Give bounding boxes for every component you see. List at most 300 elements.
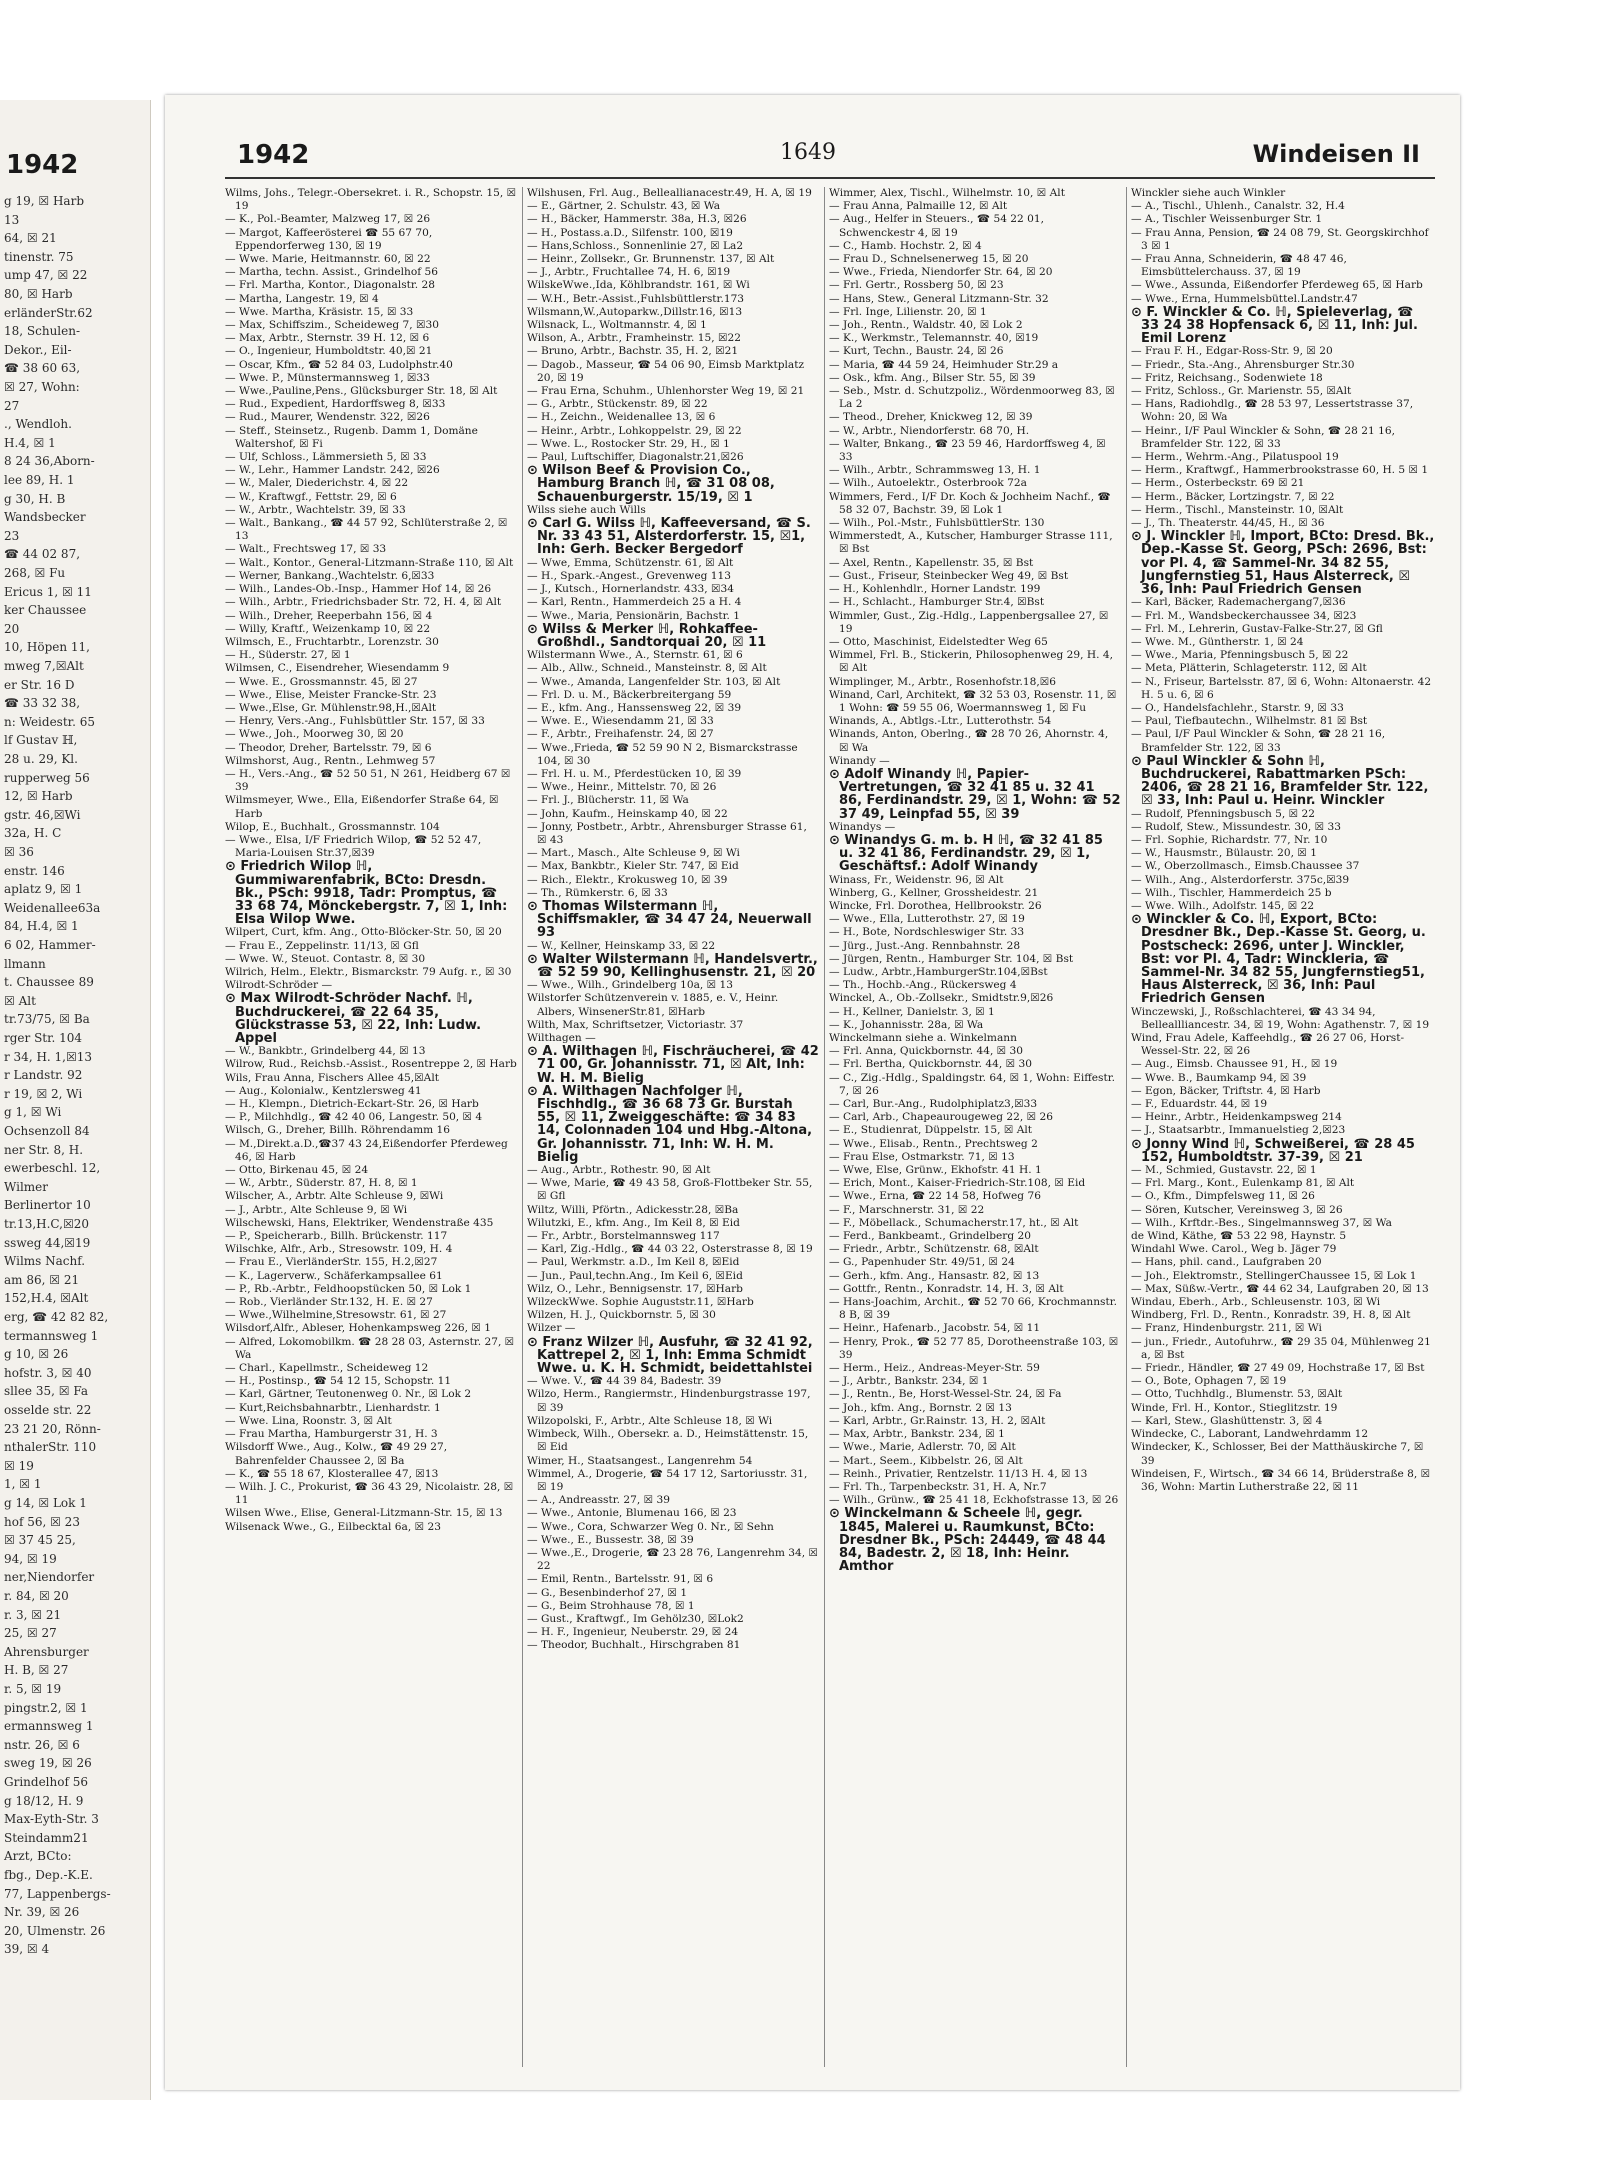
directory-entry: — Frl. Martha, Kontor., Diagonalstr. 28 — [225, 279, 436, 292]
directory-entry: — Frau E., VierländerStr. 155, H.2,☒27 — [225, 1256, 438, 1269]
left-page-fragment: gstr. 46,☒Wi — [4, 807, 81, 822]
directory-entry: — Alfred, Lokomobilkm. ☎ 28 28 03, Asternstr. 27, ☒ Wa — [225, 1335, 515, 1361]
directory-entry: — Wwe., Cora, Schwarzer Weg 0. Nr., ☒ Sehn — [527, 1520, 774, 1533]
directory-entry: — Frl. M., Wandsbeckerchaussee 34, ☒23 — [1131, 609, 1357, 622]
directory-entry: — Karl, Gärtner, Teutonenweg 0. Nr., ☒ Lok 2 — [225, 1388, 472, 1401]
directory-entry: Wilmshorst, Aug., Rentn., Lehmweg 57 — [225, 754, 436, 767]
directory-entry: Wilpert, Curt, kfm. Ang., Otto-Blöcker-Str. 50, ☒ 20 — [225, 926, 502, 939]
directory-entry: Winass, Fr., Weidenstr. 96, ☒ Alt — [829, 873, 1004, 886]
left-page-fragment: r Landstr. 92 — [4, 1068, 83, 1083]
directory-entry: Wilzen, H. J., Quickbornstr. 5, ☒ 30 — [527, 1309, 716, 1322]
directory-entry: Wilss siehe auch Wills — [527, 503, 646, 516]
directory-entry: Wilutzki, E., kfm. Ang., Im Keil 8, ☒ Eid — [527, 1216, 740, 1229]
left-page-fragment: g 1, ☒ Wi — [4, 1105, 62, 1120]
left-page-fragment: ☎ 33 32 38, — [4, 696, 81, 711]
directory-entry: — Frl. M., Lehrerin, Gustav-Falke-Str.27, ☒ Gfl — [1131, 622, 1383, 635]
left-page-fragment: 12, ☒ Harb — [4, 789, 73, 804]
left-page-fragment: nstr. 26, ☒ 6 — [4, 1737, 80, 1752]
directory-entry: — W., Arbtr., Wachtelstr. 39, ☒ 33 — [225, 503, 406, 516]
directory-entry: — Wilh., Tischler, Hammerdeich 25 b — [1131, 886, 1332, 899]
directory-entry: — Wilh., Pol.-Mstr., FuhlsbüttlerStr. 130 — [829, 517, 1045, 530]
left-page-fragment: nthalerStr. 110 — [4, 1440, 97, 1455]
directory-entry: — Walt., Frechtsweg 17, ☒ 33 — [225, 543, 387, 556]
directory-entry: — Friedr., Händler, ☎ 27 49 09, Hochstraße 17, ☒ Bst — [1131, 1362, 1425, 1375]
directory-entry: ⊙ Franz Wilzer ℍ, Ausfuhr, ☎ 32 41 92, Kattrepel 2, ☒ 1, Inh: Emma Schmidt Wwe. u. K. H. Schmidt, beidettahlstei — [527, 1334, 813, 1377]
directory-entry: — W.H., Betr.-Assist.,Fuhlsbüttlerstr.173 — [527, 292, 745, 305]
left-page-fragment: 28 u. 29, Kl. — [4, 752, 78, 766]
left-page-fragment: 94, ☒ 19 — [4, 1551, 57, 1566]
directory-entry: — Wwe., Heinr., Mittelstr. 70, ☒ 26 — [527, 781, 717, 794]
directory-entry: — Frl. Sophie, Richardstr. 77, Nr. 10 — [1131, 833, 1328, 846]
directory-entry: — Fr., Arbtr., Borstelmannsweg 117 — [527, 1230, 720, 1243]
directory-entry: — J., Arbtr., Alte Schleuse 9, ☒ Wi — [225, 1203, 408, 1216]
directory-entry: — Frl. Marg., Kont., Eulenkamp 81, ☒ Alt — [1131, 1177, 1355, 1190]
directory-entry: — Werner, Bankang.,Wachtelstr. 6,☒33 — [225, 569, 435, 582]
directory-entry: — H., Süderstr. 27, ☒ 1 — [225, 649, 351, 662]
left-page-fragment: osselde str. 22 — [4, 1403, 92, 1417]
directory-entry: — Mart., Seem., Kibbelstr. 26, ☒ Alt — [829, 1454, 1023, 1467]
directory-entry: — Reinh., Privatier, Rentzelstr. 11/13 H. 4, ☒ 13 — [829, 1467, 1088, 1480]
directory-entry: — Carl, Bur.-Ang., Rudolphiplatz3,☒33 — [829, 1098, 1038, 1111]
directory-entry: — Frau Erna, Schuhm., Uhlenhorster Weg 19, ☒ 21 — [527, 385, 805, 398]
directory-entry: Wilschewski, Hans, Elektriker, Wendenstraße 435 — [225, 1216, 494, 1229]
left-page-fragment: Ahrensburger — [4, 1644, 89, 1659]
left-page-fragment: tr.13,H.C,☒20 — [4, 1217, 90, 1231]
directory-entry: — Th., Hochb.-Ang., Rückersweg 4 — [829, 979, 1017, 992]
directory-entry: — Axel, Rentn., Kapellenstr. 35, ☒ Bst — [829, 556, 1034, 569]
left-page-fragment: 39, ☒ 4 — [4, 1942, 50, 1957]
directory-entry: — Rud., Expedient, Hardorffsweg 8, ☒33 — [225, 398, 446, 411]
directory-entry: — Emil, Rentn., Bartelsstr. 91, ☒ 6 — [527, 1573, 714, 1586]
column-2 — [527, 187, 819, 2077]
page-number: 1649 — [780, 140, 836, 165]
directory-entry: Wilmsch, E., Fruchtarbtr., Lorenzstr. 30 — [225, 635, 439, 648]
column-divider — [522, 187, 523, 2067]
directory-entry: Winde, Frl. H., Kontor., Stieglitzstr. 19 — [1131, 1401, 1338, 1414]
directory-entry: — Wwe., Amanda, Langenfelder Str. 103, ☒ Alt — [527, 675, 781, 688]
left-page-fragment: ker Chaussee — [4, 603, 87, 618]
directory-entry: — Walter, Bnkang., ☎ 23 59 46, Hardorffsweg 4, ☒ 33 — [829, 437, 1106, 464]
directory-entry: — Wwe. L., Rostocker Str. 29, H., ☒ 1 — [527, 437, 730, 450]
directory-entry: — Wilh., Landes-Ob.-Insp., Hammer Hof 14, ☒ 26 — [225, 583, 492, 596]
directory-entry: Wilsenack Wwe., G., Eilbecktal 6a, ☒ 23 — [225, 1520, 441, 1533]
directory-entry: — Friedr., Arbtr., Schützenstr. 68, ☒Alt — [829, 1243, 1039, 1256]
left-page-fragment: ☒ Alt — [4, 993, 36, 1008]
directory-entry: — Wwe. P., Münstermannsweg 1, ☒33 — [225, 371, 430, 384]
directory-entry: — O., Bote, Ophagen 7, ☒ 19 — [1131, 1375, 1287, 1388]
directory-entry: — Herm., Heiz., Andreas-Meyer-Str. 59 — [829, 1362, 1040, 1375]
left-page-fragment: ermannsweg 1 — [4, 1719, 94, 1734]
directory-entry: ⊙ Carl G. Wilss ℍ, Kaffeeversand, ☎ S. Nr. 33 43 51, Alsterdorferstr. 15, ☒1, Inh: Gerh. Becker Bergedorf — [527, 516, 811, 558]
directory-entry: — K., Werkmstr., Telemannstr. 40, ☒19 — [829, 332, 1039, 345]
directory-entry: — E., Gärtner, 2. Schulstr. 43, ☒ Wa — [527, 200, 721, 213]
directory-entry: Wilsmann,W.,Autoparkw.,Dillstr.16, ☒13 — [527, 305, 743, 318]
directory-entry: — Frl. Gertr., Rossberg 50, ☒ 23 — [829, 279, 1004, 292]
directory-entry: Wincke, Frl. Dorothea, Hellbrookstr. 26 — [829, 899, 1042, 912]
left-page-fragment: r 34, H. 1,☒13 — [4, 1049, 93, 1064]
directory-entry: — Wwe, Marie, ☎ 49 43 58, Groß-Flottbeker Str. 55, ☒ Gfl — [527, 1177, 813, 1203]
left-page-fragment: Weidenallee63a — [4, 900, 101, 915]
directory-entry: — H., Kellner, Danielstr. 3, ☒ 1 — [829, 1005, 995, 1018]
directory-entry: ⊙ A. Wilthagen ℍ, Fischräucherei, ☎ 42 71 00, Gr. Johannisstr. 71, ☒ Alt, Inh: W. H. M. Bielig — [527, 1044, 819, 1086]
directory-entry: — Wwe. E., Wiesendamm 21, ☒ 33 — [527, 715, 714, 728]
left-page-fragment: rupperweg 56 — [4, 770, 90, 785]
directory-entry: ⊙ Winckler & Co. ℍ, Export, BCto: Dresdner Bk., Dep.-Kasse St. Georg, u. Postscheck: 2696, unter J. Winckler, Bst: vor Pl. 4, Tadr: Winckleria, ☎ Sammel-Nr. 34 82 55, Jungfernstieg51, Haus Alsterreck, ☒ 36, Inh: Paul Friedrich Gensen — [1131, 912, 1426, 1007]
left-page-fragment: g 19, ☒ Harb — [4, 194, 85, 208]
directory-entry: — Willy, Kraftf., Weizenkamp 10, ☒ 22 — [225, 622, 431, 635]
directory-entry: — Wwe, Emma, Schützenstr. 61, ☒ Alt — [527, 556, 734, 569]
directory-entry: Wiltz, Willi, Pförtn., Adickesstr.28, ☒Ba — [527, 1203, 739, 1216]
directory-entry: — Kurt,Reichsbahnarbtr., Lienhardstr. 1 — [225, 1401, 441, 1414]
directory-entry: Wimer, H., Staatsangest., Langenrehm 54 — [527, 1454, 753, 1467]
directory-entry: — Egon, Bäcker, Triftstr. 4, ☒ Harb — [1131, 1084, 1321, 1097]
directory-entry: — Wwe., Maria, Pensionärin, Bachstr. 1 — [527, 609, 740, 622]
left-page-fragment: enstr. 146 — [4, 863, 65, 878]
directory-entry: Wilschke, Alfr., Arb., Stresowstr. 109, H. 4 — [225, 1243, 453, 1256]
left-page-fragment: 77, Lappenbergs- — [4, 1886, 111, 1901]
directory-entry: — Wilh., Krftdr.-Bes., Singelmannsweg 37, ☒ Wa — [1131, 1216, 1392, 1229]
directory-entry: — Wwe., Joh., Moorweg 30, ☒ 20 — [225, 728, 404, 741]
directory-entry: ⊙ J. Winckler ℍ, Import, BCto: Dresd. Bk., Dep.-Kasse St. Georg, PSch: 2696, Bst: vor Pl. 4, ☎ Sammel-Nr. 34 82 55, Jungfernstieg 51, Haus Alsterreck, ☒ 36, Inh: Paul Friedrich Gensen — [1131, 529, 1435, 598]
left-page-fragment: ner Str. 8, H. — [4, 1142, 84, 1157]
directory-entry: — W., Hausmstr., Bülaustr. 20, ☒ 1 — [1131, 847, 1317, 860]
directory-entry: — Sören, Kutscher, Vereinsweg 3, ☒ 26 — [1131, 1203, 1343, 1216]
directory-entry: — Herm., Bäcker, Lortzingstr. 7, ☒ 22 — [1131, 490, 1335, 503]
left-page-fragment: hof 56, ☒ 23 — [4, 1514, 80, 1529]
directory-entry: Wilsen Wwe., Elise, General-Litzmann-Str. 15, ☒ 13 — [225, 1507, 503, 1520]
left-page-fragment: aplatz 9, ☒ 1 — [4, 882, 83, 897]
directory-entry: Wilson, A., Arbtr., Framheinstr. 15, ☒22 — [527, 332, 741, 345]
directory-entry: — jun., Friedr., Autofuhrw., ☎ 29 35 04, Mühlenweg 21 a, ☒ Bst — [1131, 1335, 1431, 1361]
directory-entry: — Wwe. Wilh., Adolfstr. 145, ☒ 22 — [1131, 899, 1315, 912]
left-page-fragment: Wilmer — [4, 1179, 49, 1194]
directory-entry: — Meta, Plätterin, Schlageterstr. 112, ☒ Alt — [1131, 662, 1367, 675]
left-page-fragment: 268, ☒ Fu — [4, 566, 66, 580]
directory-entry: — Aug., Eimsb. Chaussee 91, H., ☒ 19 — [1131, 1058, 1338, 1071]
directory-entry: — Carl, Arb., Chapeaurougeweg 22, ☒ 26 — [829, 1111, 1053, 1124]
left-page-year: 1942 — [6, 150, 79, 180]
directory-entry: — Joh., Elektromstr., StellingerChaussee 15, ☒ Lok 1 — [1131, 1269, 1417, 1282]
directory-entry: — Heinr., I/F Paul Winckler & Sohn, ☎ 28 21 16, Bramfelder Str. 122, ☒ 33 — [1131, 424, 1395, 450]
left-page-fragment: ☎ 44 02 87, — [4, 547, 81, 562]
directory-entry: — Oscar, Kfm., ☎ 52 84 03, Ludolphstr.40 — [225, 358, 453, 371]
left-page-fragment: 64, ☒ 21 — [4, 231, 57, 246]
left-page-fragment: Ochsenzoll 84 — [4, 1124, 90, 1138]
directory-entry: — Ulf, Schloss., Lämmersieth 5, ☒ 33 — [225, 451, 427, 464]
left-page-fragment: ☒ 27, Wohn: — [4, 380, 80, 394]
directory-page — [165, 95, 1460, 2090]
directory-entry: — Frl. Anna, Quickbornstr. 44, ☒ 30 — [829, 1045, 1024, 1058]
directory-entry: Winandy — — [829, 754, 890, 767]
directory-entry: — M.,Direkt.a.D.,☎37 43 24,Eißendorfer Pferdeweg 46, ☒ Harb — [225, 1137, 508, 1163]
directory-entry: — Wwe., Assunda, Eißendorfer Pferdeweg 65, ☒ Harb — [1131, 279, 1423, 292]
directory-entry: — M., Schmied, Gustavstr. 22, ☒ 1 — [1131, 1164, 1317, 1177]
directory-entry: — Mart., Masch., Alte Schleuse 9, ☒ Wi — [527, 847, 740, 860]
directory-entry: — Rich., Elektr., Krokusweg 10, ☒ 39 — [527, 873, 728, 886]
left-page-fragment: lf Gustav ℍ, — [4, 733, 78, 748]
directory-entry: WilskeWwe.,Ida, Köhlbrandstr. 161, ☒ Wi — [527, 279, 750, 292]
directory-entry: — Wwe.,Frieda, ☎ 52 59 90 N 2, Bismarckstrasse 104, ☒ 30 — [527, 741, 798, 767]
left-page-fragment: 6 02, Hammer- — [4, 938, 96, 952]
directory-entry: Wimplinger, M., Arbtr., Rosenhofstr.18,☒6 — [829, 675, 1056, 688]
directory-entry: Wilsch, G., Dreher, Billh. Röhrendamm 16 — [225, 1124, 451, 1137]
directory-entry: — Paul, Tiefbautechn., Wilhelmstr. 81 ☒ Bst — [1131, 715, 1368, 728]
directory-entry: — Wwe. W., Steuot. Contastr. 8, ☒ 30 — [225, 952, 426, 965]
left-page-fragment: sllee 35, ☒ Fa — [4, 1384, 88, 1399]
directory-entry: — W., Oberzollmasch., Eimsb.Chaussee 37 — [1131, 860, 1360, 873]
left-page-fragment: t. Chaussee 89 — [4, 975, 94, 990]
directory-entry: — J., Rentn., Be, Horst-Wessel-Str. 24, ☒ Fa — [829, 1388, 1062, 1401]
directory-entry: — Wwe.,E., Drogerie, ☎ 23 28 76, Langenrehm 34, ☒ 22 — [527, 1546, 819, 1573]
running-head: Windeisen II — [1252, 140, 1420, 168]
left-page-strip — [0, 100, 151, 2100]
directory-entry: Wilstermann Wwe., A., Sternstr. 61, ☒ 6 — [527, 649, 743, 662]
directory-entry: — H., Bäcker, Hammerstr. 38a, H.3, ☒26 — [527, 213, 747, 226]
left-page-fragment: Arzt, BCto: — [4, 1849, 72, 1864]
directory-entry: — Wwe., Elise, Meister Francke-Str. 23 — [225, 688, 437, 701]
directory-entry: — Rob., Vierländer Str.132, H. E. ☒ 27 — [225, 1296, 433, 1309]
directory-entry: — P., Rb.-Arbtr., Feldhoopstücken 50, ☒ Lok 1 — [225, 1282, 472, 1295]
left-page-fragment: ☒ 37 45 25, — [4, 1533, 76, 1548]
directory-entry: — E., kfm. Ang., Hanssensweg 22, ☒ 39 — [527, 701, 742, 714]
directory-entry: Wilzo, Herm., Rangiermstr., Hindenburgstrasse 197, ☒ 39 — [527, 1388, 811, 1414]
directory-entry: — Heinr., Arbtr., Lohkoppelstr. 29, ☒ 22 — [527, 424, 742, 437]
directory-entry: — Karl, Zig.-Hdlg., ☎ 44 03 22, Osterstrasse 8, ☒ 19 — [527, 1243, 813, 1256]
directory-entry: Wilsdorff Wwe., Aug., Kolw., ☎ 49 29 27, Bahrenfelder Chaussee 2, ☒ Ba — [225, 1441, 448, 1467]
directory-entry: — Wwe., Antonie, Blumenau 166, ☒ 23 — [527, 1507, 737, 1520]
directory-entry: — Frau Martha, Hamburgerstr 31, H. 3 — [225, 1428, 438, 1441]
left-page-fragment: g 30, H. B — [4, 491, 66, 506]
left-page-fragment: ump 47, ☒ 22 — [4, 268, 88, 283]
directory-entry: — Steff., Steinsetz., Rugenb. Damm 1, Domäne Waltershof, ☒ Fi — [225, 424, 478, 450]
directory-entry: — C., Zig.-Hdlg., Spaldingstr. 64, ☒ 1, Wohn: Eiffestr. 7, ☒ 26 — [829, 1071, 1115, 1097]
left-page-fragment: 20, Ulmenstr. 26 — [4, 1923, 106, 1938]
directory-entry: — Wilh., Dreher, Reeperbahn 156, ☒ 4 — [225, 609, 433, 622]
left-page-fragment: pingstr.2, ☒ 1 — [4, 1700, 88, 1715]
directory-entry: — Herm., Kraftwgf., Hammerbrookstrasse 60, H. 5 ☒ 1 — [1131, 464, 1429, 477]
directory-entry: — Frl. Bertha, Quickbornstr. 44, ☒ 30 — [829, 1058, 1032, 1071]
directory-entry: ⊙ Max Wilrodt-Schröder Nachf. ℍ, Buchdruckerei, ☎ 22 64 35, Glückstrasse 53, ☒ 22, Inh: Ludw. Appel — [225, 991, 482, 1046]
directory-entry: — Jürgen, Rentn., Hamburger Str. 104, ☒ Bst — [829, 952, 1074, 965]
left-page-fragment: 23 21 20, Rönn- — [4, 1421, 101, 1436]
directory-entry: ⊙ Wilson Beef & Provision Co., Hamburg Branch ℍ, ☎ 31 08 08, Schauenburgerstr. 15/19, ☒ 1 — [527, 463, 775, 505]
directory-entry: Windecke, C., Laborant, Landwehrdamm 12 — [1131, 1428, 1369, 1441]
left-page-fragment: am 86, ☒ 21 — [4, 1272, 80, 1287]
directory-entry: — J., Arbtr., Fruchtallee 74, H. 6, ☒19 — [527, 266, 731, 279]
directory-entry: — Wwe., Erna, Hummelsbüttel.Landstr.47 — [1131, 292, 1358, 305]
directory-entry: — Otto, Birkenau 45, ☒ 24 — [225, 1164, 369, 1177]
directory-entry: — Wwe. B., Baumkamp 94, ☒ 39 — [1131, 1071, 1307, 1084]
left-page-fragment: 80, ☒ Harb — [4, 287, 73, 301]
directory-entry: Wilth, Max, Schriftsetzer, Victoriastr. 37 — [527, 1018, 744, 1031]
directory-entry: — Frau Anna, Schneiderin, ☎ 48 47 46, Eimsbüttelerchauss. 37, ☒ 19 — [1131, 253, 1347, 279]
directory-entry: — Charl., Kapellmstr., Scheideweg 12 — [225, 1362, 429, 1375]
directory-entry: — E., Studienrat, Düppelstr. 15, ☒ Alt — [829, 1124, 1033, 1137]
directory-entry: — K., ☎ 55 18 67, Klosterallee 47, ☒13 — [225, 1467, 439, 1480]
header-year: 1942 — [237, 140, 310, 170]
directory-entry: — G., Arbtr., Stückenstr. 89, ☒ 22 — [527, 398, 708, 411]
directory-entry: — Karl, Stew., Glashüttenstr. 3, ☒ 4 — [1131, 1414, 1323, 1427]
directory-entry: — H., Schlacht., Hamburger Str.4, ☒Bst — [829, 596, 1045, 609]
directory-entry: — H., Zeichn., Weidenallee 13, ☒ 6 — [527, 411, 716, 424]
directory-entry: — Hans-Joachim, Archit., ☎ 52 70 66, Krochmannstr. 8 B, ☒ 39 — [829, 1296, 1117, 1322]
left-page-fragment: 13 — [4, 212, 20, 227]
directory-entry: — J., Arbtr., Bankstr. 234, ☒ 1 — [829, 1375, 989, 1388]
directory-entry: — Kurt, Techn., Baustr. 24, ☒ 26 — [829, 345, 1004, 358]
directory-entry: Wimmer, Alex, Tischl., Wilhelmstr. 10, ☒ Alt — [829, 187, 1065, 199]
directory-entry: — Gerh., kfm. Ang., Hansastr. 82, ☒ 13 — [829, 1269, 1040, 1282]
left-page-fragment: 23 — [4, 528, 20, 543]
directory-entry: Wilz, O., Lehr., Bennigsenstr. 17, ☒Harb — [527, 1282, 743, 1295]
directory-entry: Winczewski, J., Roßschlachterei, ☎ 43 34 94, Belleallliancestr. 34, ☒ 19, Wohn: Agathenstr. 7, ☒ 19 — [1131, 1005, 1430, 1031]
directory-entry: — Theodor, Buchhalt., Hirschgraben 81 — [527, 1639, 741, 1652]
directory-entry: — Wilh. J. C., Prokurist, ☎ 36 43 29, Nicolaistr. 28, ☒ 11 — [225, 1480, 514, 1507]
left-page-fragment: 152,H.4, ☒Alt — [4, 1291, 89, 1306]
directory-entry: — A., Andreasstr. 27, ☒ 39 — [527, 1494, 670, 1507]
directory-entry: — Otto, Maschinist, Eidelstedter Weg 65 — [829, 635, 1048, 648]
column-divider — [1126, 187, 1127, 2067]
directory-entry: Winckler siehe auch Winkler — [1131, 187, 1286, 199]
left-page-fragment: Wandsbecker — [4, 510, 86, 525]
left-page-fragment: rger Str. 104 — [4, 1031, 83, 1045]
directory-entry: — Wwe. Marie, Heitmannstr. 60, ☒ 22 — [225, 253, 431, 266]
directory-entry: Winckel, A., Ob.-Zollsekr., Smidtstr.9,☒26 — [829, 992, 1054, 1005]
directory-entry: — G., Beim Strohhause 78, ☒ 1 — [527, 1599, 695, 1612]
left-page-fragment: llmann — [4, 956, 46, 971]
directory-entry: — Osk., kfm. Ang., Bilser Str. 55, ☒ 39 — [829, 371, 1036, 384]
directory-entry: — Fritz, Reichsang., Sodenwiete 18 — [1131, 371, 1323, 384]
left-page-fragment: er Str. 16 D — [4, 677, 75, 692]
directory-entry: — Gust., Friseur, Steinbecker Weg 49, ☒ Bst — [829, 569, 1069, 582]
directory-entry: — Wwe., Frieda, Niendorfer Str. 64, ☒ 20 — [829, 266, 1053, 279]
directory-entry: — Frau F. H., Edgar-Ross-Str. 9, ☒ 20 — [1131, 345, 1333, 358]
directory-entry: — G., Papenhuder Str. 49/51, ☒ 24 — [829, 1256, 1015, 1269]
directory-entry: — Margot, Kaffeerösterei ☎ 55 67 70, Eppendorferweg 130, ☒ 19 — [225, 226, 433, 252]
directory-entry: de Wind, Käthe, ☎ 53 22 98, Haynstr. 5 — [1131, 1230, 1347, 1243]
directory-entry: — Frau Anna, Palmaille 12, ☒ Alt — [829, 200, 1008, 213]
left-page-fragment: 32a, H. C — [4, 826, 62, 841]
directory-entry: Wimmler, Gust., Zig.-Hdlg., Lappenbergsallee 27, ☒ 19 — [829, 609, 1109, 635]
directory-entry: — H., Klempn., Dietrich-Eckart-Str. 26, ☒ Harb — [225, 1098, 479, 1111]
directory-entry: Wilmsmeyer, Wwe., Ella, Eißendorfer Straße 64, ☒ Harb — [225, 794, 499, 820]
directory-entry: — O., Ingenieur, Humboldtstr. 40,☒ 21 — [225, 345, 433, 358]
directory-entry: Wils, Frau Anna, Fischers Allee 45,☒Alt — [225, 1071, 439, 1084]
left-page-fragment: 1, ☒ 1 — [4, 1477, 42, 1492]
column-4 — [1131, 187, 1435, 2077]
column-divider — [824, 187, 825, 2067]
left-page-fragment: sweg 19, ☒ 26 — [4, 1756, 92, 1771]
left-page-fragment: tr.73/75, ☒ Ba — [4, 1012, 90, 1027]
directory-entry: — Wwe. M., Güntherstr. 1, ☒ 24 — [1131, 635, 1304, 648]
directory-entry: — W., Arbtr., Süderstr. 87, H. 8, ☒ 1 — [225, 1177, 418, 1190]
directory-entry: Wimmers, Ferd., I/F Dr. Koch & Jochheim Nachf., ☎ 58 32 07, Bachstr. 39, ☒ Lok 1 — [829, 490, 1111, 516]
directory-entry: — K., Pol.-Beamter, Malzweg 17, ☒ 26 — [225, 213, 431, 226]
directory-entry: — Bruno, Arbtr., Bachstr. 35, H. 2, ☒21 — [527, 345, 739, 358]
directory-entry: — John, Kaufm., Heinskamp 40, ☒ 22 — [527, 807, 728, 820]
directory-entry: — Wwe, Else, Grünw., Ekhofstr. 41 H. 1 — [829, 1164, 1042, 1177]
directory-entry: — H., Postinsp., ☎ 54 12 15, Schopstr. 11 — [225, 1375, 452, 1388]
directory-entry: — H., Postass.a.D., Silfenstr. 100, ☒19 — [527, 226, 733, 239]
directory-entry: ⊙ Jonny Wind ℍ, Schweißerei, ☎ 28 45 152, Humboldtstr. 37-39, ☒ 21 — [1131, 1136, 1415, 1165]
left-page-fragment: H. B, ☒ 27 — [4, 1663, 69, 1678]
directory-entry: — Rud., Maurer, Wendenstr. 322, ☒26 — [225, 411, 430, 424]
left-page-fragment: 25, ☒ 27 — [4, 1626, 57, 1641]
left-page-fragment: tinenstr. 75 — [4, 249, 74, 264]
directory-entry: Windau, Eberh., Arb., Schleusenstr. 103, ☒ Wi — [1131, 1296, 1381, 1309]
directory-entry: Windahl Wwe. Carol., Weg b. Jäger 79 — [1131, 1243, 1337, 1256]
directory-entry: ⊙ Walter Wilstermann ℍ, Handelsvertr., ☎ 52 59 90, Kellinghusenstr. 21, ☒ 20 — [527, 951, 818, 980]
directory-entry: — Henry, Vers.-Ang., Fuhlsbüttler Str. 157, ☒ 33 — [225, 715, 485, 728]
directory-entry: Winands, A., Abtlgs.-Ltr., Lutterothstr. 54 — [829, 715, 1052, 728]
directory-entry: — Paul, Luftschiffer, Diagonalstr.21,☒26 — [527, 451, 744, 464]
directory-entry: — Frau D., Schnelsenerweg 15, ☒ 20 — [829, 253, 1029, 266]
directory-entry: — O., Kfm., Dimpfelsweg 11, ☒ 26 — [1131, 1190, 1315, 1203]
directory-entry: — Maria, ☎ 44 59 24, Heimhuder Str.29 a — [829, 358, 1059, 371]
left-page-fragment: ☎ 38 60 63, — [4, 361, 81, 376]
directory-entry: — Frau Else, Ostmarkstr. 71, ☒ 13 — [829, 1150, 1015, 1163]
left-page-fragment: r 19, ☒ 2, Wi — [4, 1086, 83, 1101]
left-page-fragment: Grindelhof 56 — [4, 1775, 88, 1789]
directory-entry: — Wwe., Erna, ☎ 22 14 58, Hofweg 76 — [829, 1190, 1041, 1203]
directory-entry: — Hans,Schloss., Sonnenlinie 27, ☒ La2 — [527, 239, 744, 252]
directory-entry: — Aug., Kolonialw., Kentzlersweg 41 — [225, 1084, 422, 1097]
directory-entry: — J., Th. Theaterstr. 44/45, H., ☒ 36 — [1131, 517, 1325, 530]
directory-entry: Wilzer — — [527, 1322, 576, 1335]
left-page-fragment: g 10, ☒ 26 — [4, 1347, 69, 1362]
left-page-fragment: g 18/12, H. 9 — [4, 1793, 84, 1808]
directory-entry: — Dagob., Masseur, ☎ 54 06 90, Eimsb Marktplatz 20, ☒ 19 — [527, 358, 805, 384]
directory-entry: — Wwe., Marie, Adlerstr. 70, ☒ Alt — [829, 1441, 1016, 1454]
directory-entry: — K., Lagerverw., Schäferkampsallee 61 — [225, 1269, 443, 1282]
directory-entry: ⊙ Winckelmann & Scheele ℍ, gegr. 1845, Malerei u. Raumkunst, BCto: Dresdner Bk., PSch: 24449, ☎ 48 44 84, Badestr. 2, ☒ 18, Inh: Heinr. Amthor — [829, 1506, 1106, 1575]
directory-entry: — Wwe., Elsa, I/F Friedrich Wilop, ☎ 52 52 47, Maria-Louisen Str.37,☒39 — [225, 833, 482, 860]
directory-entry: — Hans, Radiohdlg., ☎ 28 53 97, Lessertstrasse 37, Wohn: 20, ☒ Wa — [1131, 398, 1414, 424]
directory-entry: — Max, Schiffszim., Scheideweg 7, ☒30 — [225, 319, 439, 332]
left-page-fragment: Ericus 1, ☒ 11 — [4, 584, 92, 599]
directory-entry: — Wwe. E., Grossmannstr. 45, ☒ 27 — [225, 675, 418, 688]
left-page-fragment: Dekor., Eil- — [4, 342, 72, 357]
left-page-fragment: erg, ☎ 42 82 82, — [4, 1310, 109, 1324]
directory-entry: — W., Kellner, Heinskamp 33, ☒ 22 — [527, 939, 716, 952]
directory-entry: Wilrich, Helm., Elektr., Bismarckstr. 79 Aufg. r., ☒ 30 — [225, 965, 512, 978]
left-page-fragment: 10, Höpen 11, — [4, 640, 90, 655]
directory-entry: Wimbeck, Wilh., Obersekr. a. D., Heimstättenstr. 15, ☒ Eid — [527, 1428, 809, 1454]
directory-entry: Wind, Frau Adele, Kaffeehdlg., ☎ 26 27 06, Horst-Wessel-Str. 22, ☒ 26 — [1131, 1032, 1405, 1058]
left-page-fragment: ner,Niendorfer — [4, 1570, 95, 1585]
directory-entry: — Martha, Langestr. 19, ☒ 4 — [225, 292, 379, 305]
directory-entry: — Jun., Paul,techn.Ang., Im Keil 6, ☒Eid — [527, 1269, 743, 1282]
directory-entry: Wilmsen, C., Eisendreher, Wiesendamm 9 — [225, 662, 450, 675]
column-3 — [829, 187, 1121, 2077]
directory-entry: — Fritz, Schloss., Gr. Marienstr. 55, ☒Alt — [1131, 385, 1352, 398]
directory-entry: Wimmerstedt, A., Kutscher, Hamburger Strasse 111, ☒ Bst — [829, 530, 1113, 556]
directory-entry: — F., Arbtr., Freihafenstr. 24, ☒ 27 — [527, 728, 714, 741]
directory-entry: — Herm., Tischl., Mansteinstr. 10, ☒Alt — [1131, 503, 1344, 516]
directory-entry: — J., Staatsarbtr., Immanuelstieg 2,☒23 — [1131, 1124, 1346, 1137]
left-page-fragment: 84, H.4, ☒ 1 — [4, 919, 79, 934]
directory-entry: — Wwe.,Pauline,Pens., Glücksburger Str. 18, ☒ Alt — [225, 385, 498, 398]
directory-entry: — Otto, Tuchhdlg., Blumenstr. 53, ☒Alt — [1131, 1388, 1343, 1401]
left-page-fragment: H.4, ☒ 1 — [4, 435, 56, 450]
directory-entry: — Theod., Dreher, Knickweg 12, ☒ 39 — [829, 411, 1033, 424]
directory-entry: — C., Hamb. Hochstr. 2, ☒ 4 — [829, 239, 982, 252]
directory-entry: — H., Kohlenhdlr., Horner Landstr. 199 — [829, 583, 1041, 596]
directory-entry: — Th., Rümkerstr. 6, ☒ 33 — [527, 886, 668, 899]
directory-entry: ⊙ Friedrich Wilop ℍ, Gummiwarenfabrik, BCto: Dresdn. Bk., PSch: 9918, Tadr: Promptus, ☎ 33 68 74, Mönckebergstr. 7, ☒ 1, Inh: Elsa Wilop Wwe. — [225, 859, 508, 928]
left-page-fragment: 27 — [4, 398, 20, 413]
directory-entry: — Rudolf, Pfenningsbusch 5, ☒ 22 — [1131, 807, 1315, 820]
directory-entry: — P., Speicherarb., Billh. Brückenstr. 117 — [225, 1230, 448, 1243]
